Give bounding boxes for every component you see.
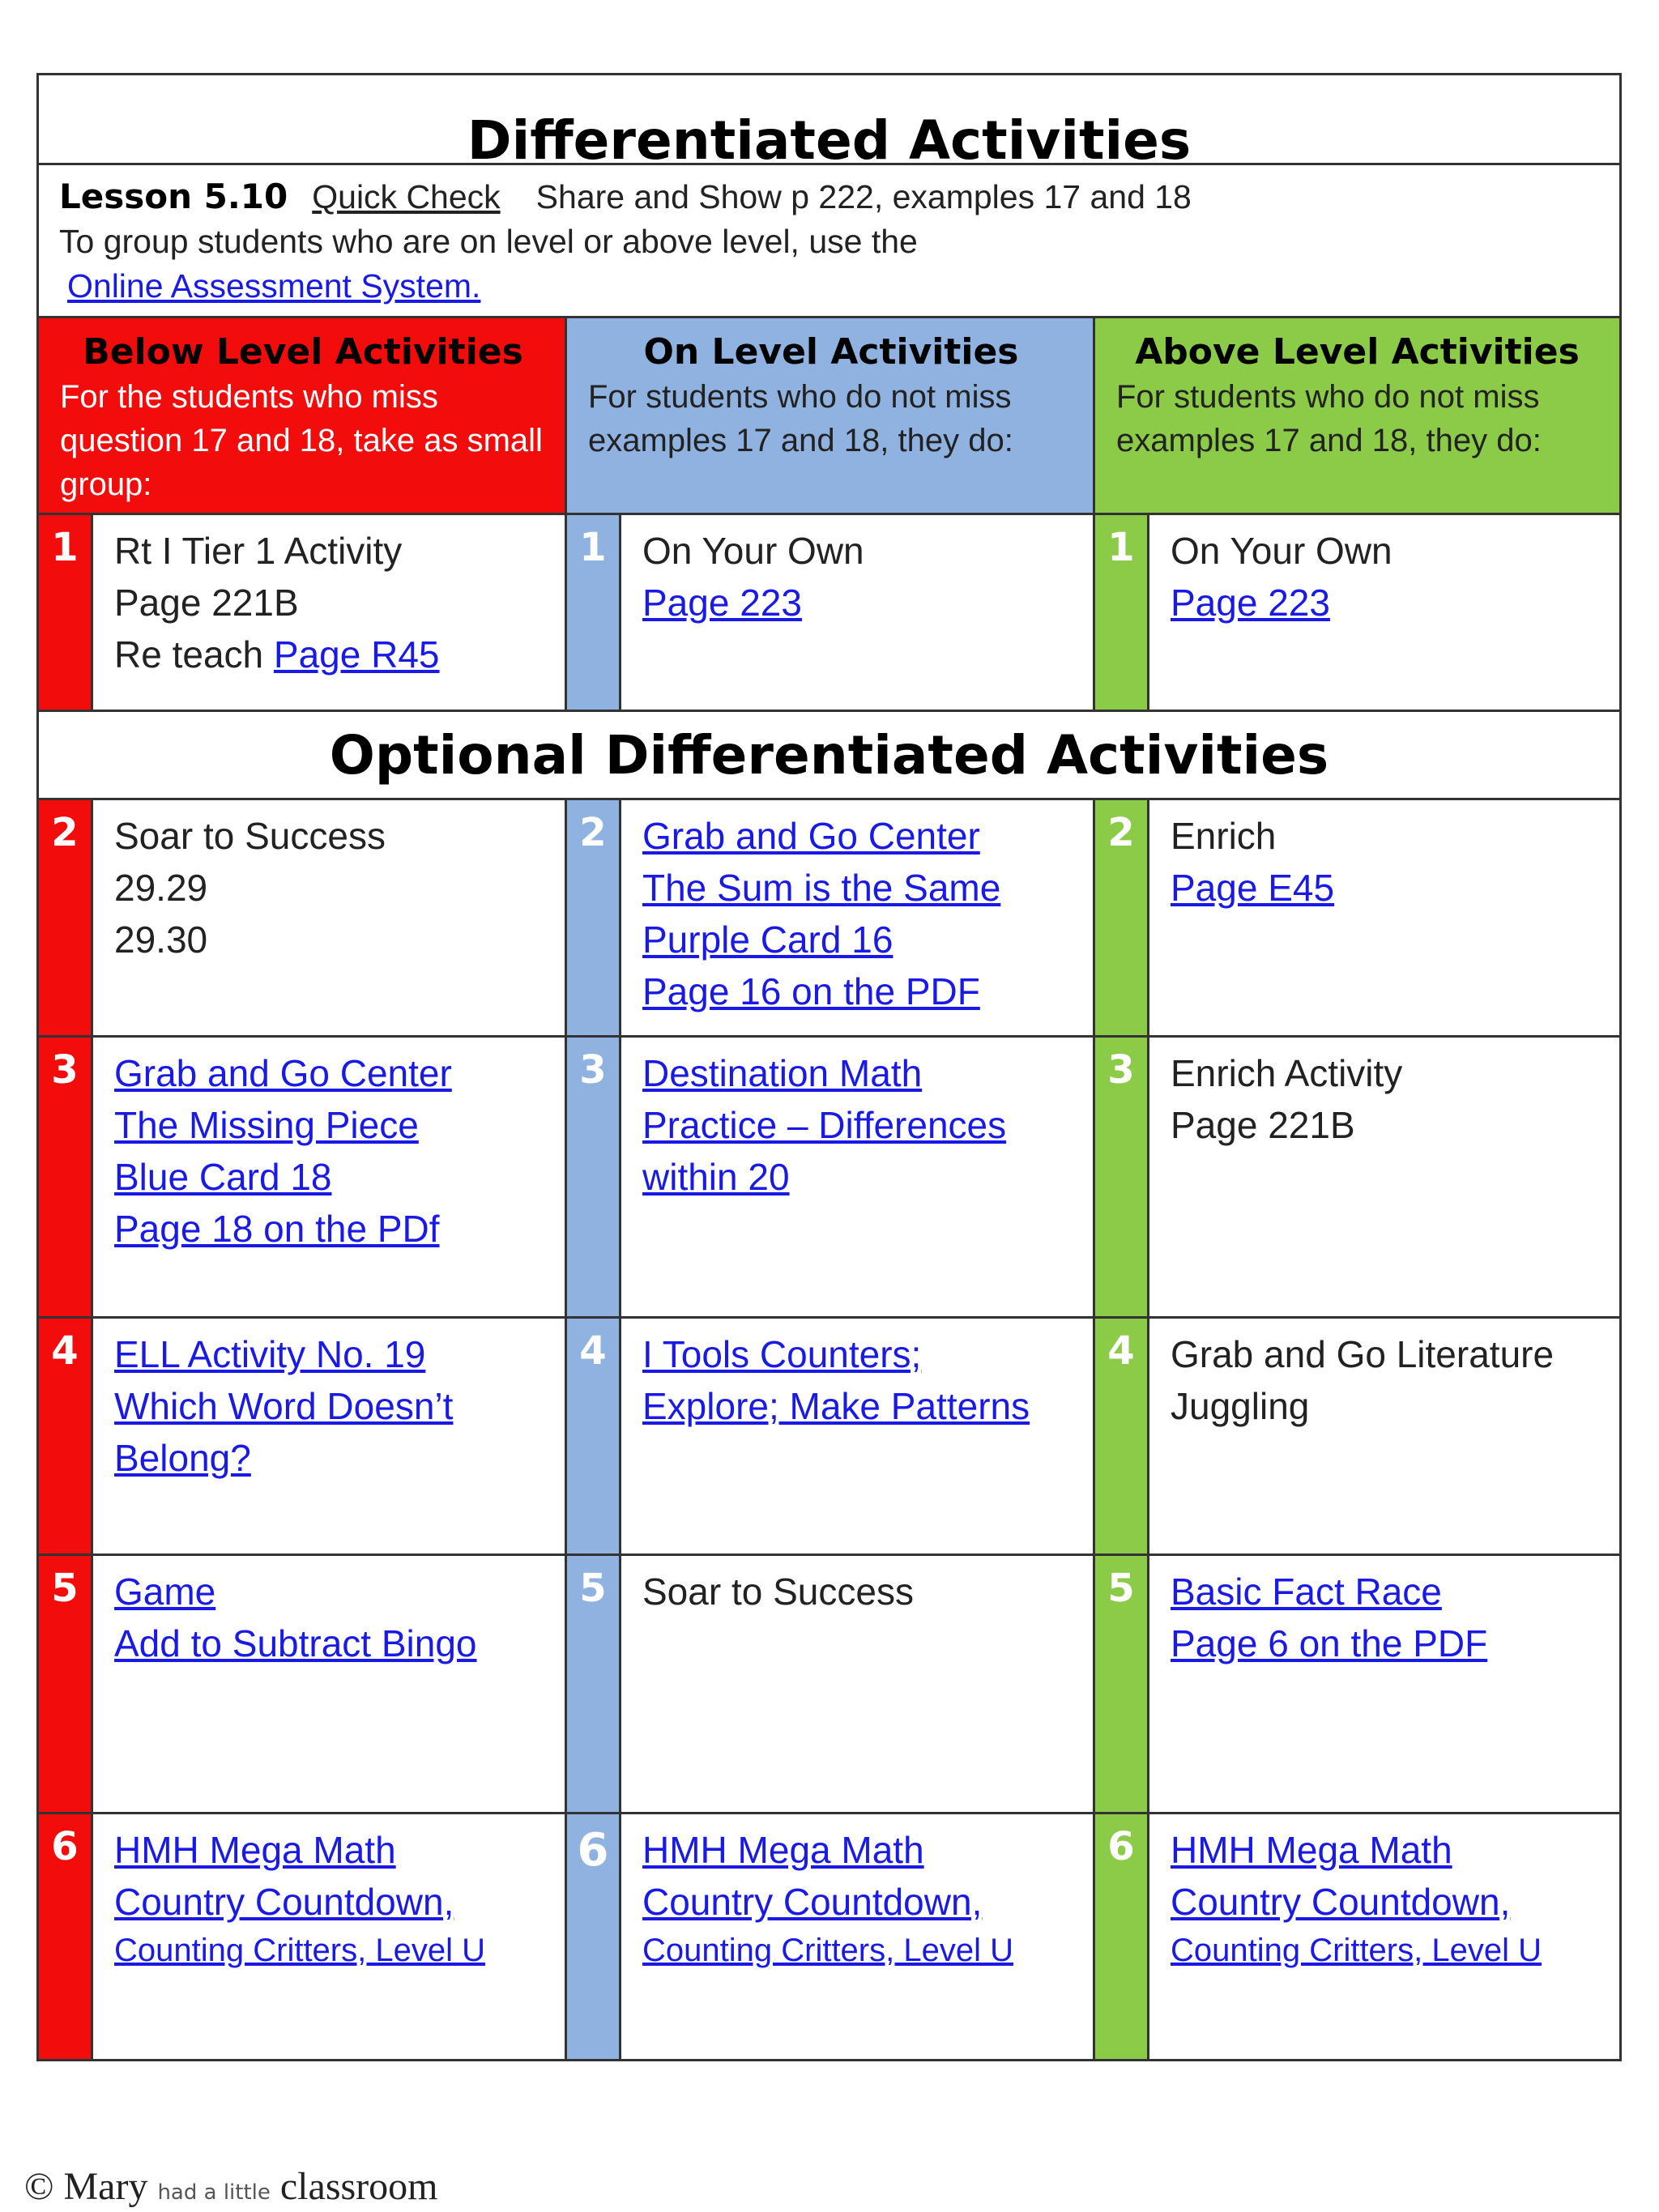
activity-link[interactable]: Blue Card 18: [114, 1156, 332, 1198]
activity-link[interactable]: Page 18 on the PDf: [114, 1208, 440, 1250]
strip-divider: [1147, 798, 1149, 2061]
row-number-badge: 3: [39, 1038, 91, 1316]
activity-link[interactable]: HMH Mega Math: [642, 1829, 924, 1871]
copyright-footer: © Mary had a little classroom: [24, 2165, 438, 2208]
above-level-heading: Above Level Activities: [1135, 331, 1580, 373]
above-level-activity-3: Enrich Activity Page 221B: [1171, 1052, 1403, 1146]
activity-link[interactable]: Basic Fact Race: [1171, 1571, 1442, 1613]
activity-link[interactable]: Add to Subtract Bingo: [114, 1622, 477, 1664]
below-level-activity-6: [93, 1814, 567, 2059]
row-number-badge: 6: [1095, 1814, 1147, 2059]
below-level-activity-2: Soar to Success 29.29 29.30: [114, 815, 386, 961]
above-level-activity-4: Grab and Go Literature Juggling: [1171, 1333, 1555, 1427]
on-level-activity-3: [621, 1038, 1095, 1316]
row-number-badge: 3: [567, 1038, 619, 1316]
on-level-activity-2: [621, 800, 1095, 1035]
column-divider: [565, 316, 567, 711]
activity-link[interactable]: HMH Mega Math: [1171, 1829, 1452, 1871]
above-level-description: For students who do not miss examples 17 and 18, they do:: [1116, 379, 1542, 458]
activity-link[interactable]: Purple Card 16: [642, 918, 893, 961]
strip-divider: [619, 798, 621, 2061]
activity-link[interactable]: I Tools Counters;: [642, 1333, 922, 1375]
activity-link[interactable]: Counting Critters, Level U: [114, 1933, 485, 1968]
activity-link[interactable]: Which Word Doesn’t: [114, 1385, 454, 1427]
page-title: Differentiated Activities: [467, 109, 1192, 172]
row-number-badge: 2: [39, 800, 91, 1035]
row-number-badge: 5: [39, 1556, 91, 1812]
activity-link[interactable]: within 20: [642, 1156, 790, 1198]
activity-link[interactable]: Game: [114, 1571, 216, 1613]
on-level-activity-6: [621, 1814, 1095, 2059]
page-223-link[interactable]: Page 223: [1171, 582, 1330, 624]
below-level-heading: Below Level Activities: [83, 331, 523, 373]
activity-link[interactable]: Destination Math: [642, 1052, 923, 1094]
below-level-description: For the students who miss question 17 and 18, take as small group:: [60, 379, 543, 502]
activity-link[interactable]: The Missing Piece: [114, 1104, 419, 1146]
row-number-badge: 5: [567, 1556, 619, 1812]
quick-check-label: Quick Check: [312, 178, 501, 215]
on-level-activity-5: Soar to Success: [642, 1571, 914, 1613]
share-show-text: Share and Show p 222, examples 17 and 18: [535, 178, 1192, 215]
activity-link[interactable]: HMH Mega Math: [114, 1829, 396, 1871]
column-divider: [1093, 798, 1095, 2061]
page-r45-link[interactable]: Page R45: [273, 633, 440, 676]
row-number-badge: 6: [567, 1814, 619, 2059]
strip-divider: [91, 513, 93, 711]
activity-link[interactable]: Country Countdown,: [642, 1881, 983, 1923]
column-divider: [565, 798, 567, 2061]
activity-link[interactable]: Counting Critters, Level U: [642, 1933, 1013, 1968]
activity-link[interactable]: Page 16 on the PDF: [642, 970, 980, 1012]
lesson-number: Lesson 5.10: [59, 177, 288, 216]
row-number-badge: 4: [39, 1319, 91, 1554]
activity-link[interactable]: Explore; Make Patterns: [642, 1385, 1030, 1427]
row-number-badge: 5: [1095, 1556, 1147, 1812]
strip-divider: [91, 798, 93, 2061]
above-level-activity-2: Enrich Page E45: [1171, 815, 1335, 909]
row-number-badge: 1: [567, 515, 619, 710]
strip-divider: [1147, 513, 1149, 711]
below-level-activity-1: Rt I Tier 1 Activity Page 221B Re teach Page R45: [114, 530, 440, 676]
below-level-activity-3: [93, 1038, 567, 1316]
page-e45-link[interactable]: Page E45: [1171, 867, 1335, 909]
strip-divider: [619, 513, 621, 711]
row-number-badge: 6: [39, 1814, 91, 2059]
activity-link[interactable]: Grab and Go Center: [642, 815, 980, 857]
online-assessment-link[interactable]: Online Assessment System.: [67, 267, 481, 305]
activity-link[interactable]: Counting Critters, Level U: [1171, 1933, 1542, 1968]
above-level-activity-6: [1149, 1814, 1619, 2059]
on-level-header: [567, 318, 1095, 513]
row-number-badge: 1: [1095, 515, 1147, 710]
activity-link[interactable]: Country Countdown,: [114, 1881, 454, 1923]
activities-table: [36, 73, 1622, 2061]
activity-link[interactable]: Grab and Go Center: [114, 1052, 452, 1094]
row-number-badge: 3: [1095, 1038, 1147, 1316]
activity-link[interactable]: Page 6 on the PDF: [1171, 1622, 1488, 1664]
above-level-activity-1: On Your Own Page 223: [1171, 530, 1392, 624]
on-level-activity-4: [621, 1319, 1095, 1554]
activity-link[interactable]: Practice – Differences: [642, 1104, 1007, 1146]
grouping-instructions: To group students who are on level or above level, use the: [59, 223, 918, 260]
row-number-badge: 2: [1095, 800, 1147, 1035]
activity-link[interactable]: The Sum is the Same: [642, 867, 1001, 909]
below-level-header: [39, 318, 567, 513]
row-number-badge: 1: [39, 515, 91, 710]
activity-link[interactable]: Belong?: [114, 1437, 251, 1479]
page-223-link[interactable]: Page 223: [642, 582, 802, 624]
row-number-badge: 4: [567, 1319, 619, 1554]
activity-link[interactable]: Country Countdown,: [1171, 1881, 1511, 1923]
above-level-activity-5: [1149, 1556, 1619, 1812]
below-level-activity-5: [93, 1556, 567, 1812]
activity-link[interactable]: ELL Activity No. 19: [114, 1333, 426, 1375]
optional-title: Optional Differentiated Activities: [329, 724, 1329, 786]
column-divider: [1093, 316, 1095, 711]
lesson-info: [59, 174, 1603, 309]
above-level-header: [1095, 318, 1619, 513]
on-level-activity-1: On Your Own Page 223: [642, 530, 864, 624]
on-level-heading: On Level Activities: [643, 331, 1019, 373]
divider: [39, 163, 1619, 165]
on-level-description: For students who do not miss examples 17 and 18, they do:: [588, 379, 1013, 458]
below-level-activity-4: [93, 1319, 567, 1554]
row-number-badge: 4: [1095, 1319, 1147, 1554]
row-number-badge: 2: [567, 800, 619, 1035]
